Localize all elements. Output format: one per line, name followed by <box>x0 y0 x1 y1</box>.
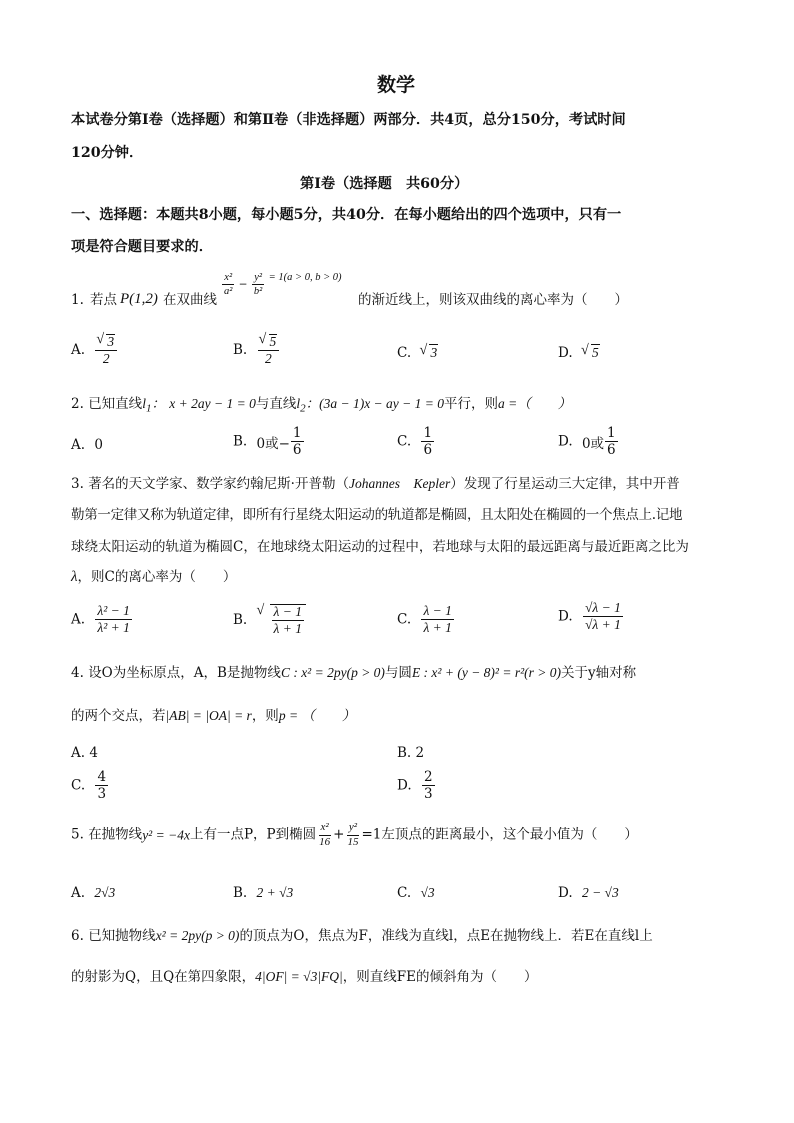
option-label: C. <box>397 345 412 361</box>
option-value: λ − 1 <box>592 600 621 615</box>
math-point: P(1,2) <box>120 291 158 307</box>
question-number: 6. <box>71 928 84 944</box>
question-text: ，则C的离心率为（ ） <box>77 569 237 585</box>
option-value: √ λ − 1 <box>272 605 304 621</box>
hyperbola-condition: = 1(a > 0, b > 0) <box>268 271 342 283</box>
parabola-equation: x² = 2py(p > 0) <box>155 928 240 943</box>
option-value: 6 <box>423 442 433 459</box>
option-label: D. <box>558 608 573 625</box>
option-label: B. <box>233 612 248 629</box>
option-a[interactable] <box>71 745 98 761</box>
option-value: λ + 1 <box>592 617 621 633</box>
line2-equation: (3a − 1)x − ay − 1 = 0 <box>319 396 445 411</box>
question-5: 5. 在抛物线y² = −4x上有一点P，P到椭圆 $\frac{\text{x²}}{16}$ + $\frac{\text{y²}}{15}$ =1左顶点的距离最小，这个最小值为（ ） <box>71 821 638 848</box>
option-b[interactable] <box>233 885 293 901</box>
option-value: 6 <box>607 442 616 459</box>
option-value: 5 <box>269 334 277 349</box>
option-label: B. <box>397 745 412 761</box>
question-text: 关于y轴对称 <box>561 665 637 681</box>
option-value: 5 <box>591 345 599 360</box>
option-label: A. <box>71 611 86 628</box>
astronomer-name: Johannes Kepler <box>348 476 451 491</box>
option-value: 3 <box>430 345 438 360</box>
option-d[interactable] <box>558 344 600 361</box>
option-value: λ² + 1 <box>97 620 130 636</box>
option-value: 2 <box>102 351 110 367</box>
option-d[interactable]: D. $\frac{√\lambda - 1}{√\lambda + 1}$ <box>558 600 621 633</box>
option-label: A. <box>71 437 86 453</box>
exam-title: 数学 <box>377 74 416 96</box>
question-number: 5. <box>71 826 84 843</box>
question-text: ）发现了行星运动三大定律，其中开普 <box>450 476 680 492</box>
question-6-line1 <box>71 929 653 944</box>
question-text: 的渐近线上，则该双曲线的离心率为（ ） <box>358 292 628 308</box>
option-label: D. <box>558 885 573 901</box>
ellipse-term-y: $\frac{\text{y²}}{15}$ <box>347 821 359 848</box>
parabola-equation: y² = −4x <box>142 827 190 843</box>
option-value: 2 <box>265 351 272 367</box>
parabola-equation: C : x² = 2py(p > 0) <box>280 665 385 680</box>
option-value: 2 <box>415 745 425 761</box>
part1-instruction-line1: 一、选择题：本题共8小题，每小题5分，共40分．在每小题给出的四个选项中，只有一 <box>71 207 622 223</box>
option-value: 3 <box>107 334 115 349</box>
question-text: 与直线 <box>255 396 297 412</box>
part1-instruction-line2: 项是符合题目要求的． <box>71 239 213 255</box>
question-text: 与圆 <box>384 665 412 681</box>
question-text: 在双曲线 <box>163 292 217 308</box>
option-value: 0 <box>94 437 103 453</box>
option-c[interactable] <box>397 885 435 901</box>
option-value: 1 <box>607 425 616 441</box>
option-value: 4 <box>97 769 107 785</box>
question-text: a =（ ） <box>498 396 572 411</box>
option-c[interactable] <box>71 770 109 801</box>
question-3-line1 <box>71 477 680 492</box>
question-6-line2 <box>71 970 537 985</box>
exam-intro-line2: 120分钟． <box>71 145 144 161</box>
question-number: 3. <box>71 476 84 492</box>
option-value: √3 <box>420 885 435 900</box>
question-text: 在抛物线 <box>88 826 143 843</box>
option-label: C. <box>397 885 412 901</box>
question-text: 著名的天文学家、数学家约翰尼斯·开普勒（ <box>88 476 349 492</box>
question-text: 的顶点为O，焦点为F，准线为直线l，点E在抛物线上．若E在直线l上 <box>239 928 653 944</box>
option-value: 2 + √3 <box>256 885 294 900</box>
option-d[interactable] <box>558 426 619 457</box>
condition-equation: |AB| = |OA| = r <box>165 708 252 723</box>
question-text: 上有一点P，P到椭圆 <box>189 826 317 843</box>
question-text: 的射影为Q，且Q在第四象限， <box>71 969 256 985</box>
option-value: 1 <box>423 425 433 441</box>
option-b[interactable] <box>233 334 280 366</box>
option-value: λ + 1 <box>273 621 302 637</box>
question-text: 的两个交点，若 <box>71 708 166 724</box>
option-value: λ + 1 <box>423 620 452 636</box>
option-label: D. <box>558 433 573 450</box>
question-4-line2 <box>71 709 355 724</box>
option-label: D. <box>558 345 573 361</box>
option-value: 6 <box>292 442 302 459</box>
option-b[interactable] <box>233 426 305 457</box>
question-2 <box>71 397 571 415</box>
question-text: 左顶点的距离最小，这个最小值为（ ） <box>381 826 638 843</box>
option-value: 2 − √3 <box>581 885 619 900</box>
option-d[interactable] <box>558 885 619 901</box>
question-text: ，则 <box>251 708 279 724</box>
option-label: C. <box>397 611 412 628</box>
question-text: 平行，则 <box>444 396 499 412</box>
option-c[interactable] <box>397 344 438 361</box>
option-label: C. <box>71 777 86 794</box>
option-value: 3 <box>423 786 433 803</box>
option-label: B. <box>233 885 248 901</box>
hyperbola-equation: $\frac{\text{x²}}{\text{a²}}$ − $\frac{\text{y²}}{\text{b²}}$ = 1(a > 0, b > 0) <box>224 271 342 298</box>
option-label: A. <box>71 342 86 359</box>
option-label: B. <box>233 342 248 359</box>
option-b[interactable] <box>233 604 306 636</box>
option-label: B. <box>233 433 248 450</box>
option-c[interactable] <box>397 426 435 457</box>
line-l1-label: $l_1$： <box>142 396 165 415</box>
option-a[interactable] <box>71 604 133 635</box>
option-label: D. <box>397 777 412 794</box>
ellipse-term-x: $\frac{\text{x²}}{16}$ <box>319 821 331 848</box>
option-value: λ² − 1 <box>95 604 132 620</box>
question-number: 2. <box>71 396 84 412</box>
question-text: 设O为坐标原点，A，B是抛物线 <box>88 665 281 681</box>
option-value: 3 <box>97 786 107 803</box>
circle-equation: E : x² + (y − 8)² = r²(r > 0) <box>411 665 561 680</box>
option-a[interactable] <box>71 334 118 366</box>
option-a[interactable] <box>71 885 115 901</box>
question-text: 若点 <box>90 292 117 308</box>
question-text: 已知直线 <box>88 396 143 412</box>
option-label: C. <box>397 433 412 450</box>
line1-equation: x + 2ay − 1 = 0 <box>169 396 256 411</box>
option-b[interactable] <box>397 745 424 761</box>
exam-intro-line1: 本试卷分第Ⅰ卷（选择题）和第Ⅱ卷（非选择题）两部分．共4页，总分150分，考试时间 <box>71 112 626 128</box>
question-3-line3: 球绕太阳运动的轨道为椭圆C，在地球绕太阳运动的过程中，若地球与太阳的最远距离与最近距离之比为 <box>71 539 689 555</box>
question-3-line4 <box>71 570 236 585</box>
question-text: ，则直线FE的倾斜角为（ ） <box>342 969 538 985</box>
option-value: 0或− <box>256 435 290 452</box>
condition-equation: 4|OF| = √3|FQ| <box>255 969 343 984</box>
question-number: 1. <box>71 292 84 308</box>
section-title: 第Ⅰ卷（选择题 共60分） <box>300 176 469 192</box>
option-d[interactable] <box>397 770 436 801</box>
line-l2-label: $l_2$： <box>296 396 320 415</box>
option-label: A. <box>71 745 86 761</box>
option-value: 0或 <box>581 435 605 452</box>
option-value: 4 <box>89 745 98 761</box>
question-number: 4. <box>71 665 84 681</box>
option-value: 1 <box>292 425 302 441</box>
option-c[interactable] <box>397 604 455 635</box>
question-3-line2: 勒第一定律又称为轨道定律，即所有行星绕太阳运动的轨道都是椭圆，且太阳处在椭圆的一个焦点上.记地 <box>71 507 683 523</box>
option-a[interactable] <box>71 437 103 453</box>
math-lambda: λ <box>71 569 78 585</box>
option-value: 2√3 <box>94 885 116 900</box>
question-4-line1 <box>71 666 636 681</box>
option-value: 2 <box>423 769 433 785</box>
option-value: λ − 1 <box>421 604 453 620</box>
option-label: A. <box>71 885 86 901</box>
question-text: 已知抛物线 <box>88 928 156 944</box>
question-text: p = （ ） <box>278 708 356 723</box>
